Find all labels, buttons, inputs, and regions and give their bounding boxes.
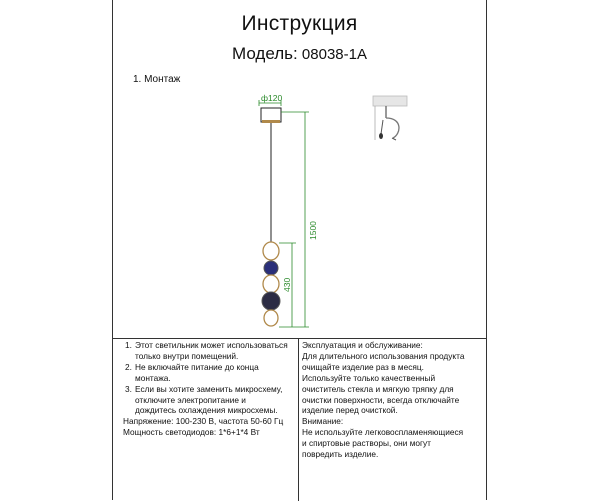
- note-line: Для длительного использования продукта: [302, 350, 465, 361]
- note-line: очистки поверхности, всегда отключайте: [302, 394, 460, 405]
- safety-notes: [123, 340, 295, 438]
- maintenance-notes: [302, 340, 482, 460]
- voltage-spec: Напряжение: 100-230 В, частота 50-60 Гц: [123, 416, 284, 427]
- power-spec: Мощность светодиодов: 1*6+1*4 Вт: [123, 427, 260, 438]
- note-line: только внутри помещений.: [135, 350, 239, 361]
- model-number: 08038-1A: [301, 46, 367, 63]
- document-title: Инструкция: [241, 12, 358, 35]
- note-line: изделие перед очисткой.: [302, 405, 398, 416]
- section-heading-installation: 1. Монтаж: [133, 74, 181, 85]
- bead-clear-1: [263, 242, 279, 260]
- note-line: очиститель стекла и мягкую тряпку для: [302, 383, 454, 394]
- note-line: Если вы хотите заменить микросхему,: [135, 383, 283, 394]
- list-item: [123, 340, 295, 362]
- canopy-diameter-dimension: [259, 93, 282, 106]
- total-height-label: 1500: [308, 221, 318, 240]
- warning-heading: Внимание:: [302, 416, 344, 427]
- lamp-technical-drawing: [113, 0, 488, 338]
- bead-blue: [264, 261, 278, 275]
- body-height-label: 430: [282, 277, 292, 292]
- note-line: Используйте только качественный: [302, 372, 436, 383]
- list-item: [123, 384, 295, 417]
- note-line: отключите электропитание и: [135, 394, 246, 405]
- body-height-dimension: [279, 243, 296, 327]
- bead-clear-3: [264, 310, 278, 326]
- total-height-dimension: [279, 112, 318, 327]
- note-line: повредить изделие.: [302, 449, 379, 460]
- note-line: Не включайте питание до конца: [135, 361, 259, 372]
- note-line: Этот светильник может использоваться: [135, 340, 288, 350]
- note-line: Не используйте легковоспламеняющиеся: [302, 427, 464, 438]
- column-divider: [298, 339, 299, 501]
- maintenance-heading: Эксплуатация и обслуживание:: [302, 340, 423, 350]
- bead-clear-2: [263, 275, 279, 293]
- item-number: 1.: [125, 340, 132, 350]
- canopy: [261, 108, 281, 122]
- mounting-illustration: [373, 96, 407, 140]
- list-item: [123, 362, 295, 384]
- model-label: Модель:: [232, 44, 298, 63]
- note-line: дождитесь охлаждения микросхемы.: [135, 405, 278, 416]
- canopy-trim: [262, 120, 280, 123]
- note-line: очищайте изделие раз в месяц.: [302, 361, 424, 372]
- canopy-diameter-label: ф120: [261, 93, 283, 103]
- item-number: 2.: [125, 361, 132, 372]
- note-line: и спиртовые растворы, они могут: [302, 438, 431, 449]
- bead-dark: [262, 292, 280, 310]
- instruction-sheet: [112, 0, 487, 500]
- item-number: 3.: [125, 383, 132, 394]
- note-line: монтажа.: [135, 372, 171, 383]
- instructions-footer: [113, 338, 486, 501]
